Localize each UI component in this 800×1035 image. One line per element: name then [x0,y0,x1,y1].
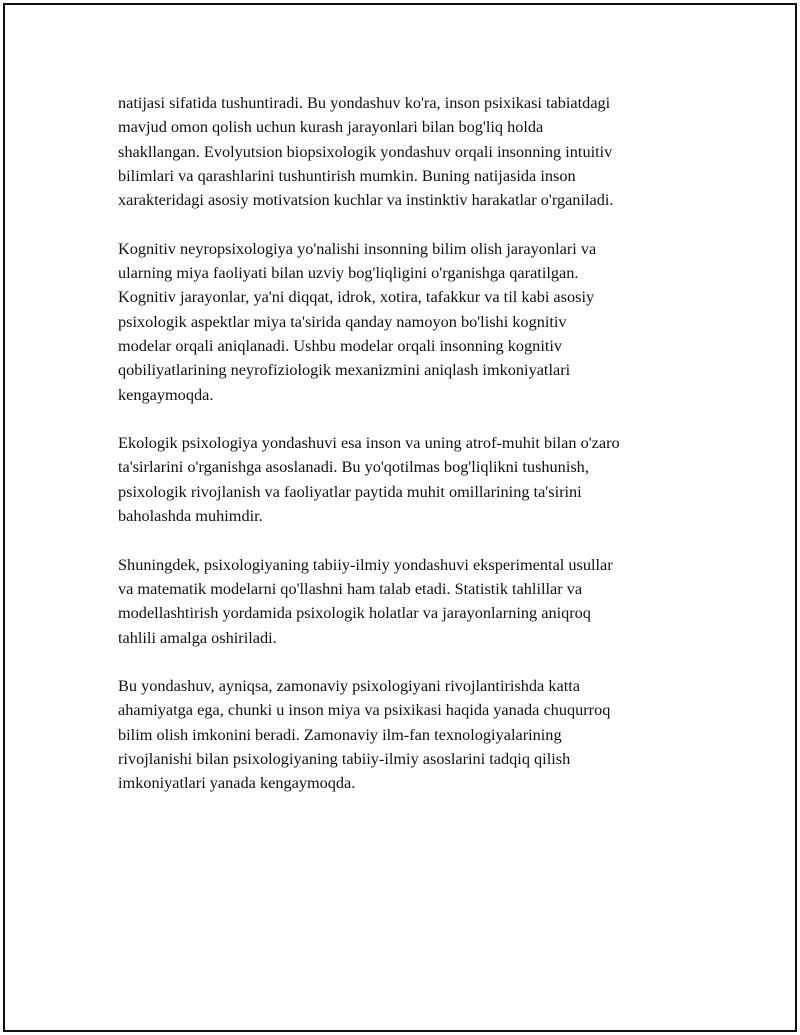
text-line: natijasi sifatida tushuntiradi. Bu yondashuv ko'ra, inson psixikasi tabiatdagi [118,93,611,112]
text-line: va matematik modelarni qo'llashni ham talab etadi. Statistik tahlillar va [118,578,583,598]
text-line: Shuningdek, psixologiyaning tabiiy-ilmiy yondashuvi eksperimental usullar [118,554,613,574]
text-line: xarakteridagi asosiy motivatsion kuchlar va instinktiv harakatlar o'rganiladi. [118,190,614,210]
text-line: ahamiyatga ega, chunki u inson miya va psixikasi haqida yanada chuqurroq [118,700,611,720]
text-line: modellashtirish yordamida psixologik holatlar va jarayonlarning aniqroq [118,603,591,623]
paragraph-ecological [118,431,698,528]
text-line: imkoniyatlari yanada kengaymoqda. [118,773,356,793]
text-line: baholashda muhimdir. [118,506,263,526]
text-line: shakllangan. Evolyutsion biopsixologik yondashuv orqali insonning intuitiv [118,141,613,161]
text-line: Bu yondashuv, ayniqsa, zamonaviy psixologiyani rivojlantirishda katta [118,676,580,696]
paragraph-cognitive [118,237,698,407]
text-line: Kognitiv neyropsixologiya yo'nalishi insonning bilim olish jarayonlari va [118,238,597,258]
text-line: tahlili amalga oshiriladi. [118,627,277,647]
text-line: bilimlari va qarashlarini tushuntirish mumkin. Buning natijasida inson [118,165,576,185]
text-line: qobiliyatlarining neyrofiziologik mexanizmini aniqlash imkoniyatlari [118,360,571,380]
text-line: rivojlanishi bilan psixologiyaning tabiiy-ilmiy asoslarini tadqiq qilish [118,749,571,769]
paragraph-conclusion [118,674,698,795]
text-line: ularning miya faoliyati bilan uzviy bog'liqligini o'rganishga qaratilgan. [118,263,579,283]
text-line: bilim olish imkonini beradi. Zamonaviy ilm-fan texnologiyalarining [118,724,562,744]
text-line: ta'sirlarini o'rganishga asoslanadi. Bu yo'qotilmas bog'liqlikni tushunish, [118,457,589,477]
text-line: mavjud omon qolish uchun kurash jarayonlari bilan bog'liq holda [118,117,544,137]
text-line: modelar orqali aniqlanadi. Ushbu modelar orqali insonning kognitiv [118,335,563,355]
text-line: Ekologik psixologiya yondashuvi esa inson va uning atrof-muhit bilan o'zaro [118,433,620,453]
paragraph-experimental [118,553,698,650]
text-line: psixologik rivojlanish va faoliyatlar paytida muhit omillarining ta'sirini [118,481,582,501]
document-body [118,91,698,820]
paragraph-evolutionary [118,91,698,212]
text-line: Kognitiv jarayonlar, ya'ni diqqat, idrok, xotira, tafakkur va til kabi asosiy [118,287,595,307]
text-line: psixologik aspektlar miya ta'sirida qanday namoyon bo'lishi kognitiv [118,311,567,331]
text-line: kengaymoqda. [118,384,214,404]
